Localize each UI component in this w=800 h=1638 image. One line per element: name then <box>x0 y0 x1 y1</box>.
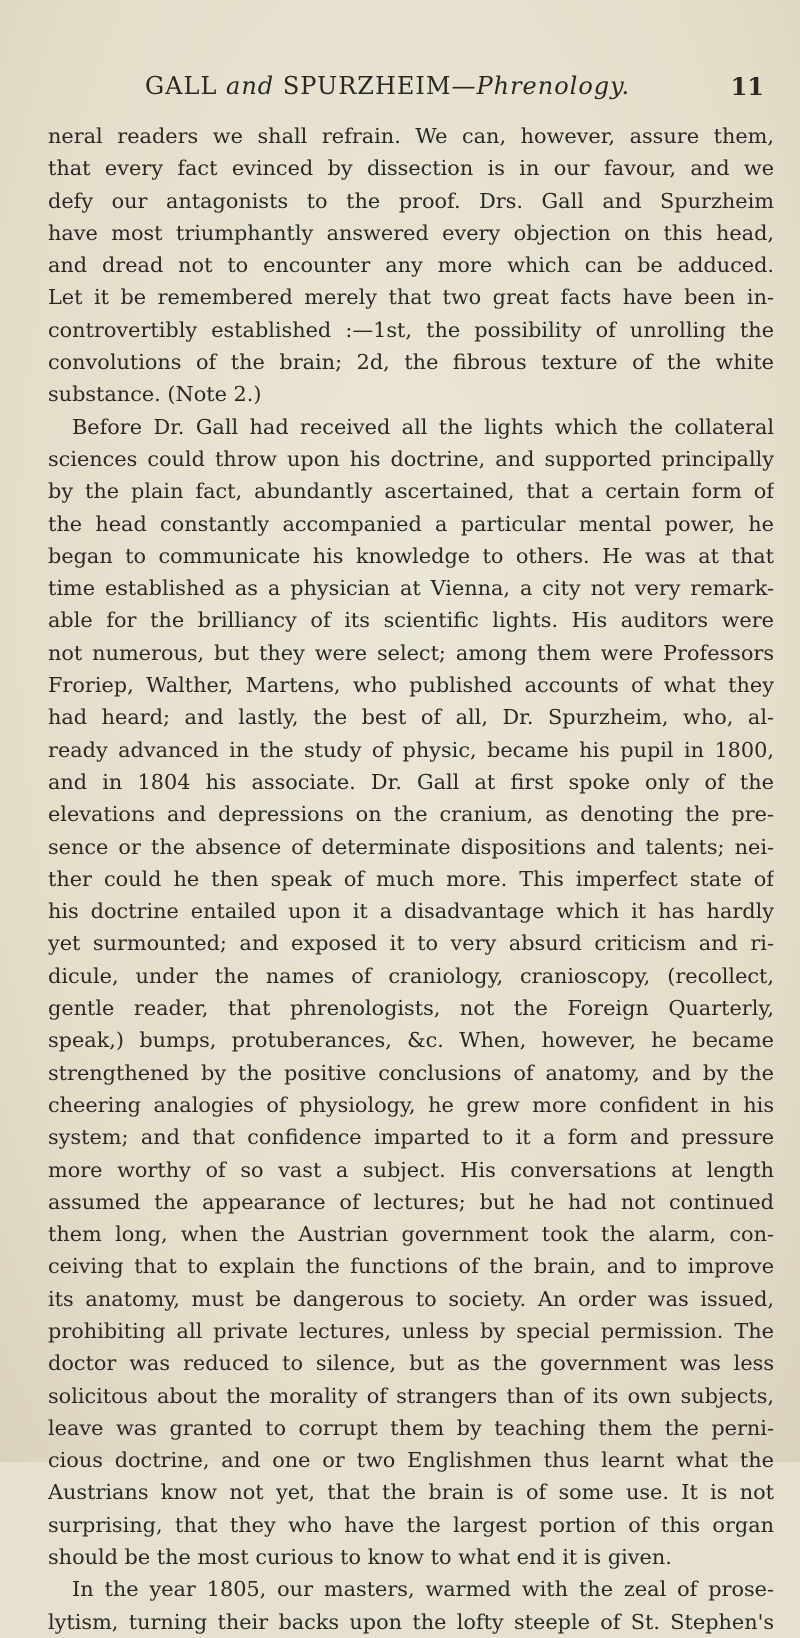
text-line: his doctrine entailed upon it a disadvantage which it has hardly <box>48 899 774 924</box>
paragraph-start-line: Before Dr. Gall had received all the lights which the collateral <box>72 414 774 439</box>
text-line: yet surmounted; and exposed it to very absurd criticism and ri- <box>48 931 774 956</box>
text-line: surprising, that they who have the largest portion of this organ <box>48 1512 774 1537</box>
text-line: not numerous, but they were select; among them were Professors <box>48 640 774 665</box>
paragraph-start-line: In the year 1805, our masters, warmed with the zeal of prose- <box>72 1577 774 1602</box>
text-line: Froriep, Walther, Martens, who published accounts of what they <box>48 673 774 698</box>
text-line: Let it be remembered merely that two great facts have been in- <box>48 285 774 310</box>
text-line: lytism, turning their backs upon the lofty steeple of St. Stephen's <box>48 1609 774 1634</box>
text-line: doctor was reduced to silence, but as the government was less <box>48 1351 774 1376</box>
text-line: cheering analogies of physiology, he grew more confident in his <box>48 1092 774 1117</box>
text-line: system; and that confidence imparted to it a form and pressure <box>48 1125 774 1150</box>
text-line: ther could he then speak of much more. This imperfect state of <box>48 866 774 891</box>
text-line: gentle reader, that phrenologists, not the Foreign Quarterly, <box>48 996 774 1021</box>
text-line: them long, when the Austrian government took the alarm, con- <box>48 1222 774 1247</box>
text-line: and in 1804 his associate. Dr. Gall at first spoke only of the <box>48 769 774 794</box>
running-title-spurzheim: SPURZHEIM <box>282 72 452 100</box>
text-line: time established as a physician at Vienna, a city not very remark- <box>48 576 774 601</box>
text-line: should be the most curious to know to what end it is given. <box>48 1545 672 1570</box>
text-line: assumed the appearance of lectures; but he had not continued <box>48 1189 774 1214</box>
text-line: elevations and depressions on the cranium, as denoting the pre- <box>48 802 774 827</box>
text-line: more worthy of so vast a subject. His conversations at length <box>48 1157 774 1182</box>
text-line: by the plain fact, abundantly ascertained, that a certain form of <box>48 479 774 504</box>
text-line: ready advanced in the study of physic, became his pupil in 1800, <box>48 737 774 762</box>
running-title-gall: GALL <box>145 72 218 100</box>
text-line: and dread not to encounter any more which can be adduced. <box>48 253 774 278</box>
text-line: had heard; and lastly, the best of all, Dr. Spurzheim, who, al- <box>48 705 774 730</box>
text-line: ceiving that to explain the functions of the brain, and to improve <box>48 1254 774 1279</box>
text-line: its anatomy, must be dangerous to society. An order was issued, <box>48 1286 774 1311</box>
body-text <box>48 120 774 1638</box>
text-line: convolutions of the brain; 2d, the fibrous texture of the white <box>48 350 774 375</box>
text-line: leave was granted to corrupt them by teaching them the perni- <box>48 1415 774 1440</box>
running-title <box>145 72 630 100</box>
text-line: defy our antagonists to the proof. Drs. Gall and Spurzheim <box>48 188 774 213</box>
text-line: controvertibly established :—1st, the possibility of unrolling the <box>48 317 774 342</box>
running-title-and: and <box>226 72 275 100</box>
text-line: that every fact evinced by dissection is in our favour, and we <box>48 156 774 181</box>
text-line: prohibiting all private lectures, unless by special permission. The <box>48 1318 774 1343</box>
text-line: able for the brilliancy of its scientific lights. His auditors were <box>48 608 774 633</box>
text-line: have most triumphantly answered every objection on this head, <box>48 220 774 245</box>
text-line: sciences could throw upon his doctrine, and supported principally <box>48 446 774 471</box>
text-line: sence or the absence of determinate dispositions and talents; nei- <box>48 834 774 859</box>
text-line: speak,) bumps, protuberances, &c. When, however, he became <box>48 1028 774 1053</box>
running-title-dash: — <box>451 72 477 100</box>
text-line: solicitous about the morality of strangers than of its own subjects, <box>48 1383 774 1408</box>
page-number: 11 <box>730 72 764 101</box>
text-line: Austrians know not yet, that the brain is of some use. It is not <box>48 1480 774 1505</box>
text-line: cious doctrine, and one or two Englishmen thus learnt what the <box>48 1448 774 1473</box>
running-head <box>0 72 800 112</box>
text-line: substance. (Note 2.) <box>48 382 262 407</box>
text-line: the head constantly accompanied a particular mental power, he <box>48 511 774 536</box>
text-line: strengthened by the positive conclusions of anatomy, and by the <box>48 1060 774 1085</box>
text-line: neral readers we shall refrain. We can, however, assure them, <box>48 124 774 148</box>
text-line: dicule, under the names of craniology, cranioscopy, (recollect, <box>48 963 774 988</box>
text-line: began to communicate his knowledge to others. He was at that <box>48 543 774 568</box>
running-title-subject: Phrenology. <box>476 72 631 100</box>
